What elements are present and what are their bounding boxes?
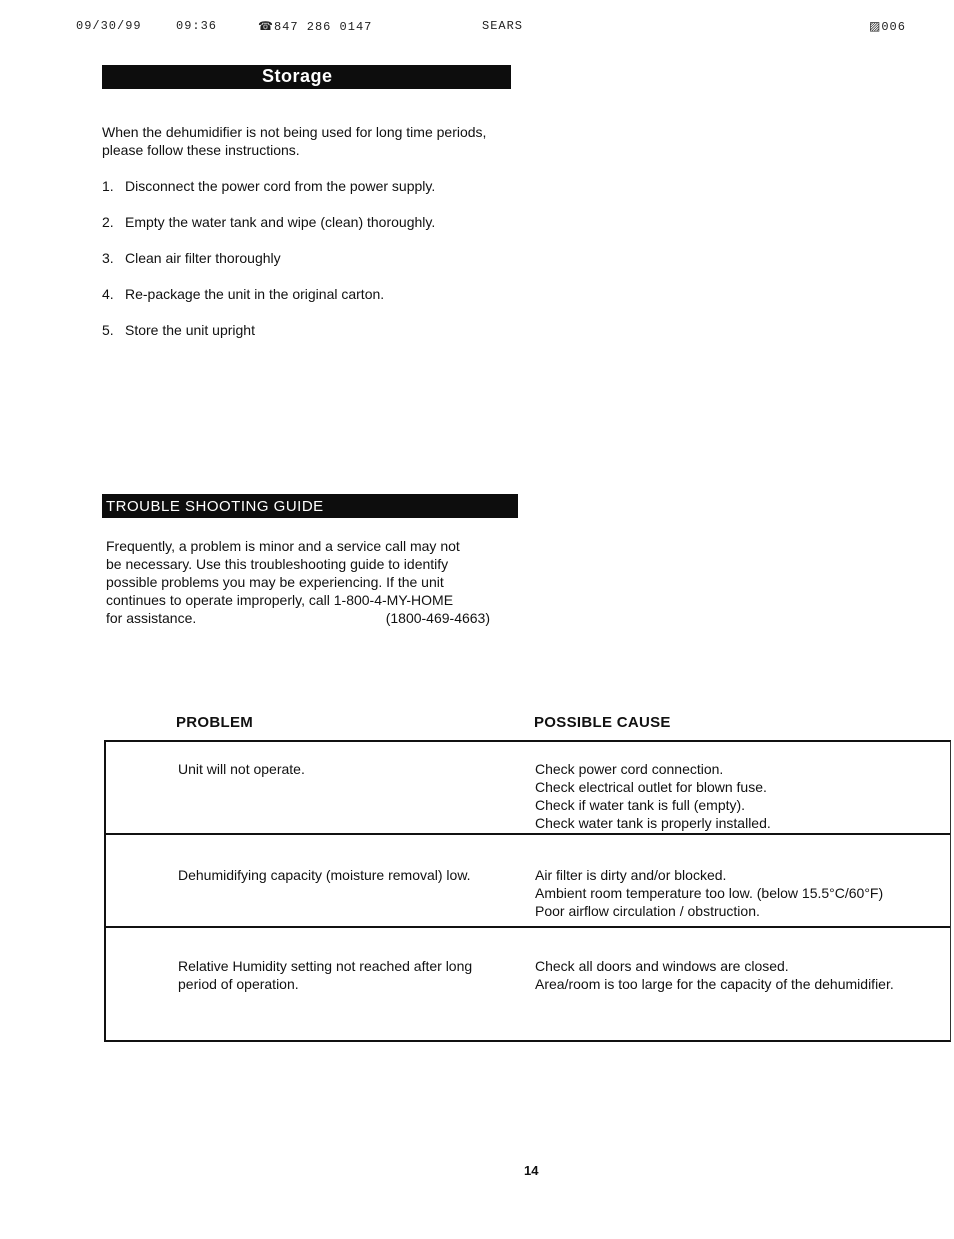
troubleshooting-intro bbox=[106, 537, 516, 627]
fax-page-count: ▨006 bbox=[869, 20, 906, 34]
fax-date: 09/30/99 bbox=[76, 19, 142, 33]
step-text: Store the unit upright bbox=[125, 322, 255, 338]
cause-cell bbox=[535, 760, 954, 832]
possible-cause-column-header: POSSIBLE CAUSE bbox=[534, 714, 671, 731]
storage-section-banner bbox=[102, 65, 511, 89]
storage-steps-list bbox=[102, 177, 435, 357]
storage-step bbox=[102, 285, 435, 321]
problem-column-header: PROBLEM bbox=[176, 714, 254, 731]
cause-item: Poor airflow circulation / obstruction. bbox=[535, 903, 760, 919]
assistance-line bbox=[106, 609, 490, 627]
assistance-phone-number: (1800-469-4663) bbox=[385, 610, 490, 626]
storage-step bbox=[102, 321, 435, 357]
row-divider bbox=[106, 926, 950, 928]
storage-step bbox=[102, 177, 435, 213]
step-number: 4. bbox=[102, 286, 114, 302]
cause-item: Ambient room temperature too low. (below 15.5°C/60°F) bbox=[535, 885, 884, 901]
fax-time: 09:36 bbox=[176, 19, 218, 33]
problem-cell: Relative Humidity setting not reached after long period of operation. bbox=[178, 958, 473, 992]
cause-item: Check electrical outlet for blown fuse. bbox=[535, 779, 767, 795]
intro-line: be necessary. Use this troubleshooting guide to identify bbox=[106, 556, 449, 572]
assistance-text: for assistance. bbox=[106, 610, 197, 626]
row-divider bbox=[106, 833, 950, 835]
storage-step bbox=[102, 249, 435, 285]
cause-item: Check power cord connection. bbox=[535, 761, 724, 777]
intro-line: possible problems you may be experiencing. If the unit bbox=[106, 574, 444, 590]
storage-title: Storage bbox=[262, 66, 333, 86]
cause-item: Check water tank is properly installed. bbox=[535, 815, 771, 831]
intro-line: Frequently, a problem is minor and a service call may not bbox=[106, 538, 460, 554]
step-text: Re-package the unit in the original carton. bbox=[125, 286, 385, 302]
step-number: 5. bbox=[102, 322, 114, 338]
fax-header bbox=[0, 19, 954, 37]
troubleshooting-table bbox=[104, 740, 951, 1042]
step-text: Empty the water tank and wipe (clean) thoroughly. bbox=[125, 214, 436, 230]
cause-item: Air filter is dirty and/or blocked. bbox=[535, 867, 727, 883]
problem-cell: Dehumidifying capacity (moisture removal) low. bbox=[178, 867, 471, 883]
storage-step bbox=[102, 213, 435, 249]
fax-sender: SEARS bbox=[482, 19, 524, 33]
step-text: Disconnect the power cord from the power supply. bbox=[125, 178, 436, 194]
cause-item: Check all doors and windows are closed. bbox=[535, 958, 789, 974]
cause-item: Check if water tank is full (empty). bbox=[535, 797, 746, 813]
step-text: Clean air filter thoroughly bbox=[125, 250, 281, 266]
cause-cell bbox=[535, 866, 954, 920]
intro-line: continues to operate improperly, call 1-800-4-MY-HOME bbox=[106, 592, 454, 608]
troubleshooting-section-banner bbox=[102, 494, 518, 518]
step-number: 1. bbox=[102, 178, 114, 194]
problem-cell: Unit will not operate. bbox=[178, 761, 305, 777]
page-number: 14 bbox=[524, 1163, 539, 1178]
cause-item: Area/room is too large for the capacity of the dehumidifier. bbox=[535, 976, 894, 992]
storage-intro: When the dehumidifier is not being used for long time periods, please follow these instructions. bbox=[102, 124, 487, 158]
cause-cell bbox=[535, 957, 954, 993]
step-number: 2. bbox=[102, 214, 114, 230]
troubleshooting-title: TROUBLE SHOOTING GUIDE bbox=[106, 498, 324, 515]
fax-phone: ☎847 286 0147 bbox=[258, 20, 373, 34]
step-number: 3. bbox=[102, 250, 114, 266]
